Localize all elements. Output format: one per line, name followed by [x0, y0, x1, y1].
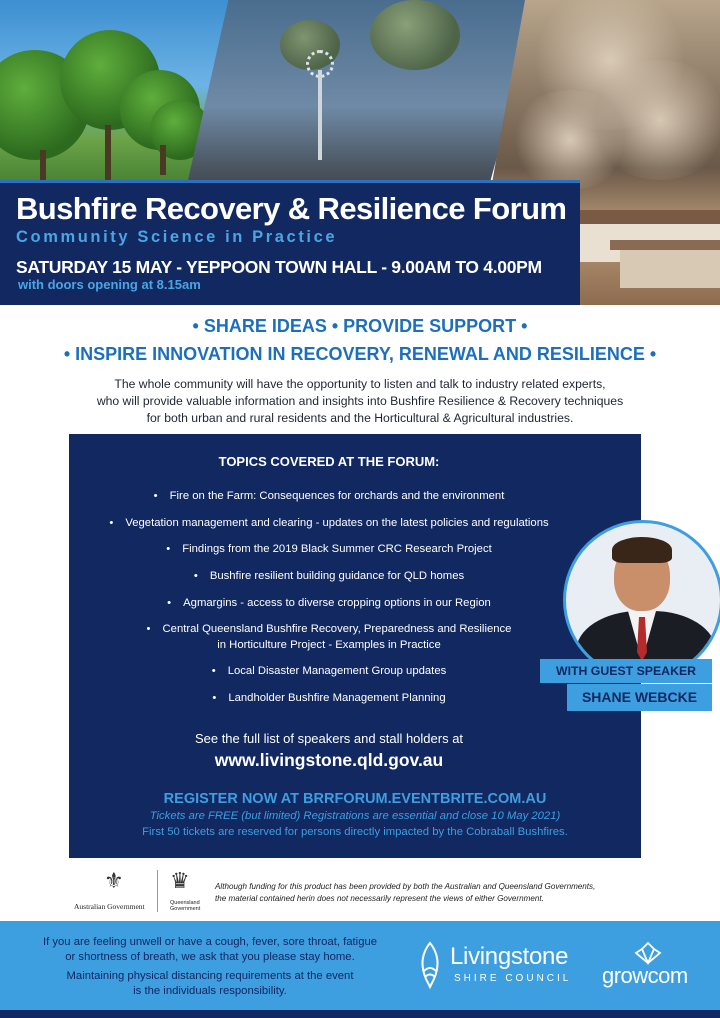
intro-paragraph: [40, 376, 680, 427]
title-panel: [0, 180, 580, 305]
australian-coat-of-arms-icon: ⚜: [104, 868, 124, 893]
intro-line: The whole community will have the opportunity to listen and talk to industry related experts,: [114, 377, 606, 391]
topics-panel: [69, 434, 641, 858]
website-link[interactable]: www.livingstone.qld.gov.au: [214, 750, 444, 770]
windmill-pole: [318, 70, 322, 160]
australian-government-logo-text: Australian Government: [74, 902, 145, 911]
topic-item: • Central Queensland Bushfire Recovery, Preparedness and Resilience: [146, 623, 512, 635]
growcom-logo: [598, 941, 708, 995]
guest-speaker-name: SHANE WEBCKE: [567, 684, 712, 711]
slogan-share-support: • SHARE IDEAS • PROVIDE SUPPORT •: [192, 316, 528, 336]
funding-disclaimer: Although funding for this product has been provided by both the Australian and Queensland Governments, the material contained herin does not necessarily represent the views of either Government.: [215, 882, 596, 903]
topic-item: • Agmargins - access to diverse cropping options in our Region: [167, 597, 491, 609]
queensland-coat-of-arms-icon: ♛: [170, 868, 190, 893]
forum-title: Bushfire Recovery & Resilience Forum: [16, 191, 567, 226]
topic-item: • Bushfire resilient building guidance for QLD homes: [193, 570, 465, 582]
speakers-list-note: See the full list of speakers and stall holders at: [194, 731, 464, 746]
forum-subtitle: Community Science in Practice: [16, 228, 338, 246]
first-50-note: First 50 tickets are reserved for persons directly impacted by the Cobraball Bushfires.: [142, 826, 568, 838]
topic-item: • Vegetation management and clearing - updates on the latest policies and regulations: [109, 517, 549, 529]
livingstone-mark-icon: [414, 941, 446, 989]
footer-band: [0, 921, 720, 1018]
growcom-wordmark: growcom: [602, 963, 688, 988]
health-advice: If you are feeling unwell or have a cough, fever, sore throat, fatigue or shortness of breath, we ask that you please stay home.: [42, 936, 378, 963]
guest-speaker-label: WITH GUEST SPEAKER: [540, 659, 712, 683]
speaker-photo: [563, 520, 720, 680]
distancing-advice: Maintaining physical distancing requirements at the event is the individuals responsibility.: [66, 970, 354, 997]
topics-heading: TOPICS COVERED AT THE FORUM:: [218, 454, 440, 469]
doors-opening-time: with doors opening at 8.15am: [18, 277, 201, 292]
topic-item: • Landholder Bushfire Management Planning: [212, 692, 446, 704]
livingstone-shire-council-logo: [414, 941, 584, 993]
bottom-bar: [0, 1010, 720, 1018]
slogan-inspire-innovation: • INSPIRE INNOVATION IN RECOVERY, RENEWAL AND RESILIENCE •: [63, 344, 657, 364]
logo-divider: [157, 870, 158, 912]
shire-council-wordmark: SHIRE COUNCIL: [454, 973, 572, 984]
intro-line: who will provide valuable information and insights into Bushfire Resilience & Recovery techniques: [96, 394, 624, 408]
growcom-leaf-icon: [632, 941, 664, 965]
tickets-note: Tickets are FREE (but limited) Registrations are essential and close 10 May 2021): [149, 810, 561, 822]
livingstone-wordmark: Livingstone: [450, 943, 569, 970]
topic-item: • Local Disaster Management Group updates: [211, 665, 447, 677]
topic-item: • Fire on the Farm: Consequences for orchards and the environment: [153, 490, 505, 502]
intro-line: for both urban and rural residents and the Horticultural & Agricultural industries.: [146, 411, 574, 425]
event-date-venue: SATURDAY 15 MAY - YEPPOON TOWN HALL - 9.00AM TO 4.00PM: [16, 257, 542, 277]
topic-item-continuation: in Horticulture Project - Examples in Practice: [217, 639, 441, 651]
topic-item: • Findings from the 2019 Black Summer CRC Research Project: [166, 543, 492, 555]
register-link[interactable]: REGISTER NOW AT BRRFORUM.EVENTBRITE.COM.AU: [163, 791, 547, 807]
queensland-government-logo-text: Queensland Government: [170, 900, 201, 912]
